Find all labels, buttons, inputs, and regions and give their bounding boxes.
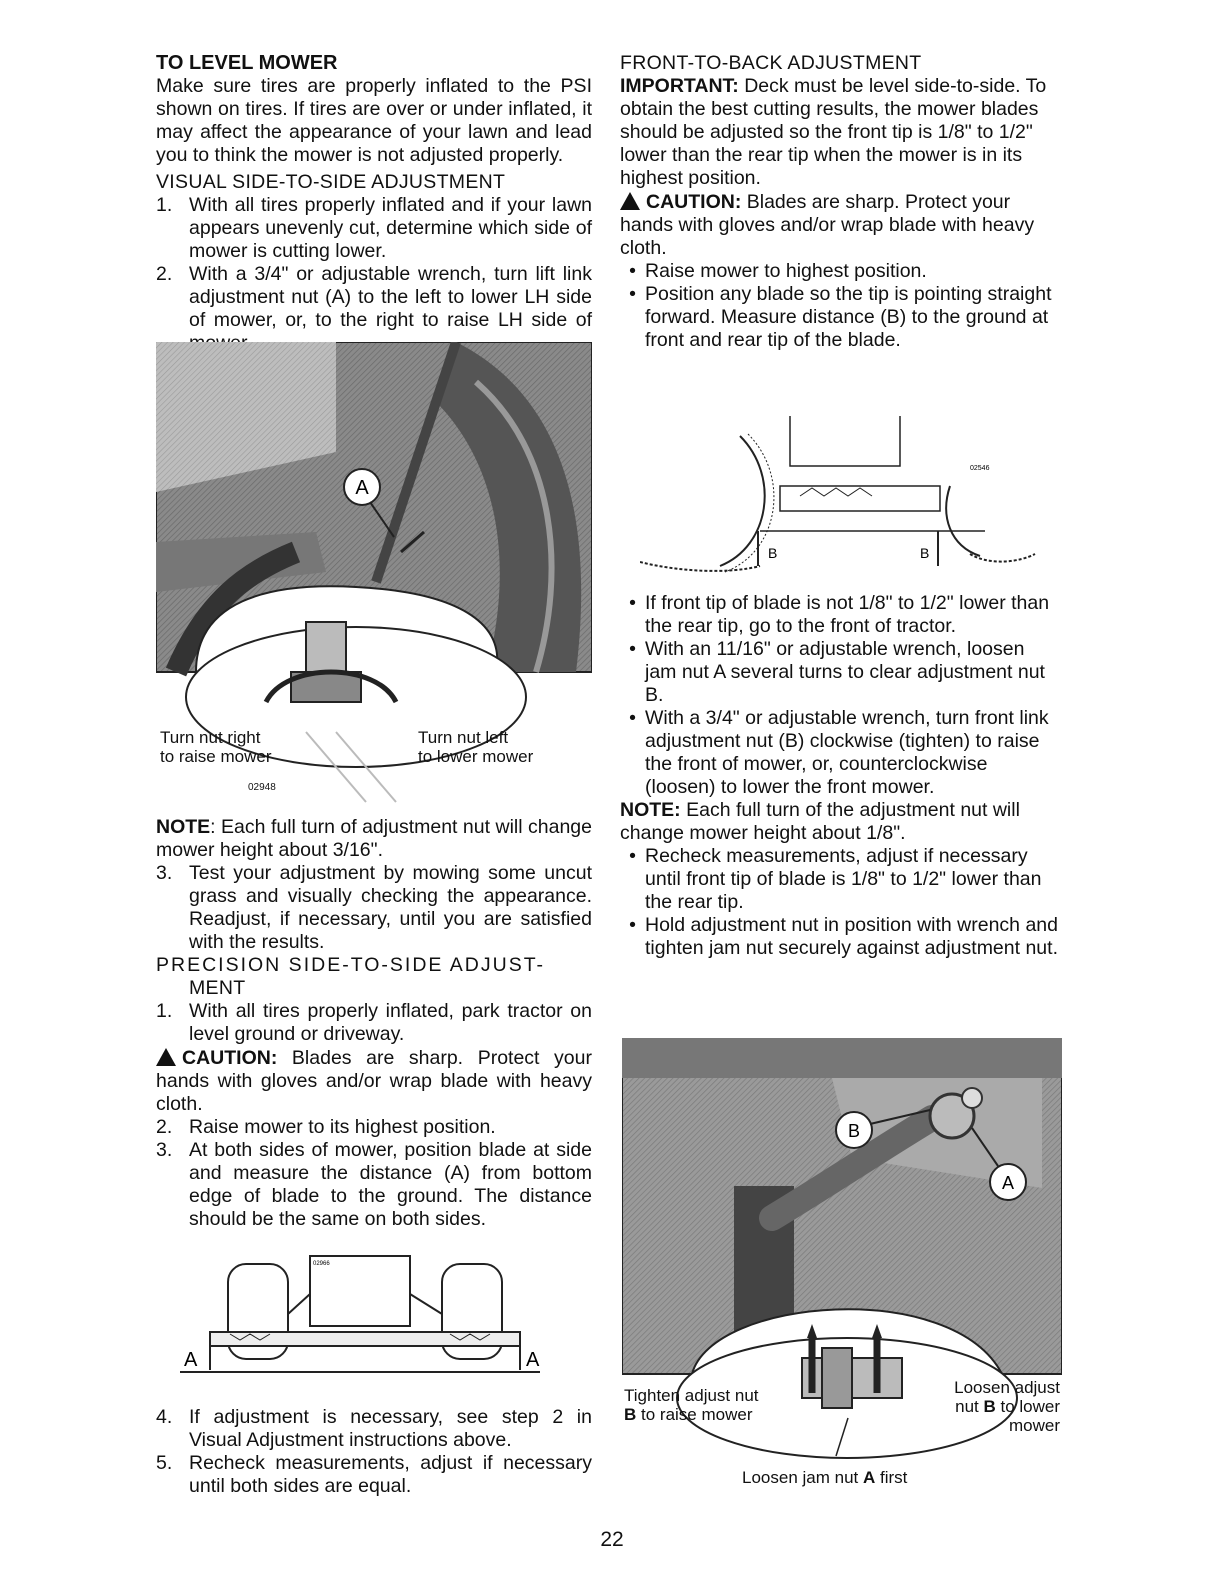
figure-code: 02546 — [970, 465, 990, 472]
list-item: 5. Recheck measurements, adjust if necessary until both sides are equal. — [156, 1452, 592, 1497]
warning-icon — [156, 1048, 176, 1066]
left-column-bottom — [156, 1406, 592, 1498]
label-a-right: A — [526, 1349, 540, 1371]
callout-a: A — [1001, 1173, 1015, 1193]
note: NOTE: Each full turn of the adjustment nut will change mower height about 1/8". — [620, 799, 1020, 844]
list-item: 4. If adjustment is necessary, see step 2 in Visual Adjustment instructions above. — [156, 1406, 592, 1451]
list-item: • Raise mower to highest position. — [629, 260, 927, 282]
section-heading: TO LEVEL MOWER — [156, 52, 338, 74]
list-item: • Recheck measurements, adjust if necessary until front tip of blade is 1/8" to 1/2" lower than the rear tip. — [629, 845, 1042, 913]
figure-code: 02966 — [313, 1261, 330, 1267]
left-column-lower: NOTE: Each full turn of adjustment nut will change mower height about 3/16". 3. Test your adjustment by mowing some uncut grass and visually checking the appearance. Readjust, if necessary, until you are satisfied with the results. PRECISION SIDE-TO-SIDE ADJUST- MENT 1. With all tires properly inflated, park tractor on level ground or driveway. CAUTION: Blades are sharp. Protect your hands with gloves and/or wrap blade with heavy cloth. 2. Raise mower to its highest position. 3. At both sides of mower, position blade at side and measure the distance (A) from bottom edge of blade to the ground. The distance should be the same on both sides. — [156, 816, 592, 1230]
warning-icon — [620, 192, 640, 210]
list-item: • If front tip of blade is not 1/8" to 1/2" lower than the rear tip, go to the front of tractor. — [629, 592, 1050, 637]
label-tighten: Tighten adjust nut B to raise mower — [624, 1386, 759, 1424]
mower-front-illustration — [170, 1254, 550, 1394]
precision-heading: PRECISION SIDE-TO-SIDE ADJUST- — [156, 954, 546, 976]
page-number: 22 — [600, 1528, 624, 1551]
caution: CAUTION: Blades are sharp. Protect your hands with gloves and/or wrap blade with heavy cloth. — [620, 191, 1035, 259]
note: NOTE: Each full turn of adjustment nut will change mower height about 3/16". — [156, 816, 592, 861]
label-turn-left: Turn nut left to lower mower — [418, 728, 534, 766]
figure-code: 02948 — [248, 782, 276, 793]
figure-lift-link — [156, 342, 592, 808]
list-item: • With a 3/4" or adjustable wrench, turn front link adjustment nut (B) clockwise (tighten) to raise the front of mower, or, counterclockwise (loosen) to lower the front mower. — [629, 707, 1049, 798]
list-item: 1. With all tires properly inflated, park tractor on level ground or driveway. — [156, 1000, 592, 1045]
label-b-front: B — [768, 545, 778, 561]
list-item: • Position any blade so the tip is pointing straight forward. Measure distance (B) to the ground at front and rear tip of the blade. — [629, 283, 1052, 351]
label-b-rear: B — [920, 545, 930, 561]
right-column-middle — [620, 592, 1060, 960]
figure-blade-measure — [640, 396, 1040, 576]
visual-heading: VISUAL SIDE-TO-SIDE ADJUSTMENT — [156, 171, 506, 193]
list-item: 1. With all tires properly inflated and if your lawn appears unevenly cut, determine which side of mower is cutting lower. — [156, 194, 592, 262]
list-item: 3. At both sides of mower, position blade at side and measure the distance (A) from bottom edge of blade to the ground. The distance should be the same on both sides. — [156, 1139, 592, 1230]
label-a-left: A — [184, 1349, 198, 1371]
list-item: 3. Test your adjustment by mowing some uncut grass and visually checking the appearance. Readjust, if necessary, until you are satisfied with the results. — [156, 862, 592, 953]
right-column — [620, 52, 1060, 352]
caution: CAUTION: Blades are sharp. Protect your hands with gloves and/or wrap blade with heavy cloth. — [156, 1047, 592, 1115]
callout-b: B — [847, 1121, 861, 1141]
list-item: • With an 11/16" or adjustable wrench, loosen jam nut A several turns to clear adjustment nut B. — [629, 638, 1045, 706]
important-note: IMPORTANT: Deck must be level side-to-side. To obtain the best cutting results, the mower blades should be adjusted so the front tip is 1/8" to 1/2" lower than the rear tip when the mower is in its highest position. — [620, 75, 1047, 189]
figure-front-link — [622, 1038, 1062, 1490]
callout-a: A — [355, 477, 369, 499]
label-jam-nut: Loosen jam nut A first — [742, 1468, 908, 1487]
left-column — [156, 52, 592, 355]
list-item: 2. With a 3/4" or adjustable wrench, turn lift link adjustment nut (A) to the left to lower LH side of mower, or, to the right to raise LH side of — [156, 263, 592, 331]
label-turn-right: Turn nut right to raise mower — [160, 728, 272, 766]
list-item: 2. Raise mower to its highest position. — [156, 1116, 496, 1138]
mower-side-illustration — [640, 396, 1040, 576]
list-item: • Hold adjustment nut in position with wrench and tighten jam nut securely against adjustment nut. — [629, 914, 1058, 959]
intro-paragraph: Make sure tires are properly inflated to the PSI shown on tires. If tires are over or under inflated, it may affect the appearance of your lawn and lead you to think the mower is not adjusted properly. — [156, 75, 592, 166]
figure-side-measure — [170, 1254, 550, 1394]
section-heading: FRONT-TO-BACK ADJUSTMENT — [620, 52, 922, 74]
label-loosen: Loosen adjust nut B to lower mower — [954, 1378, 1060, 1435]
